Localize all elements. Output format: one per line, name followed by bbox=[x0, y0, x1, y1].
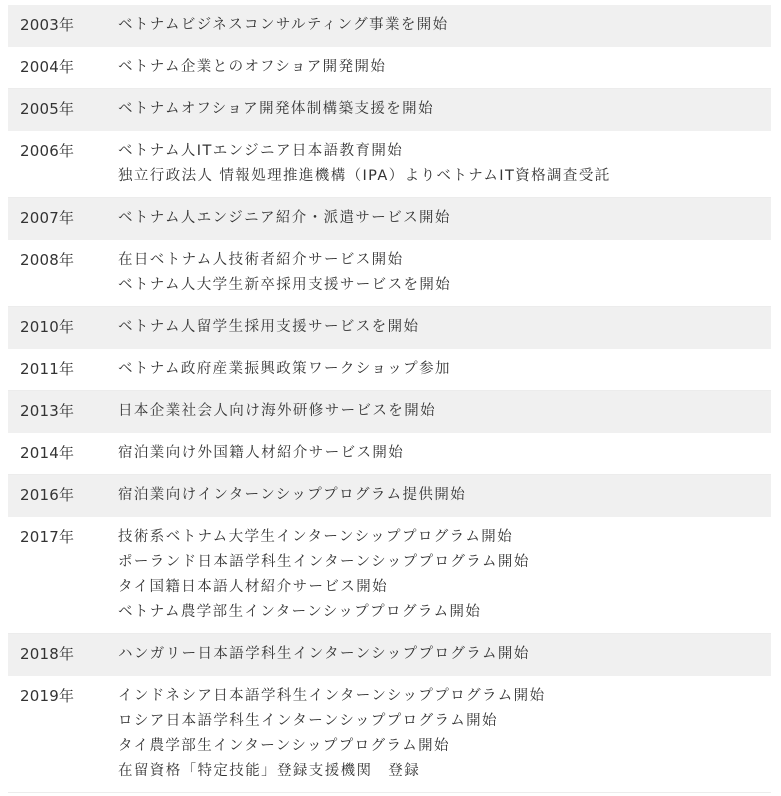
history-event: 在日ベトナム人技術者紹介サービス開始 bbox=[118, 252, 404, 268]
history-events bbox=[118, 642, 771, 667]
history-year: 2013年 bbox=[20, 402, 75, 420]
history-events bbox=[118, 248, 771, 298]
history-event: ベトナム人留学生採用支援サービスを開始 bbox=[118, 319, 420, 335]
history-year: 2010年 bbox=[20, 318, 75, 336]
history-events bbox=[118, 97, 771, 122]
history-year: 2007年 bbox=[20, 209, 75, 227]
history-event: 在留資格「特定技能」登録支援機関 登録 bbox=[118, 763, 421, 779]
history-row bbox=[8, 307, 771, 349]
history-event: ハンガリー日本語学科生インターンシッププログラム開始 bbox=[118, 646, 530, 662]
history-event: ベトナム企業とのオフショア開発開始 bbox=[118, 59, 387, 75]
history-row bbox=[8, 391, 771, 433]
history-events bbox=[118, 139, 771, 189]
history-event: 宿泊業向け外国籍人材紹介サービス開始 bbox=[118, 445, 405, 461]
history-event: ポーランド日本語学科生インターンシッププログラム開始 bbox=[118, 554, 530, 570]
company-history-table bbox=[8, 5, 771, 793]
history-event: ロシア日本語学科生インターンシッププログラム開始 bbox=[118, 713, 498, 729]
history-year: 2008年 bbox=[20, 251, 75, 269]
history-row bbox=[8, 349, 771, 391]
history-event: ベトナムビジネスコンサルティング事業を開始 bbox=[118, 17, 449, 33]
history-row bbox=[8, 198, 771, 240]
history-row bbox=[8, 676, 771, 793]
history-event: ベトナム人ITエンジニア日本語教育開始 bbox=[118, 143, 404, 159]
history-row bbox=[8, 89, 771, 131]
history-year: 2014年 bbox=[20, 444, 75, 462]
history-row bbox=[8, 475, 771, 517]
history-events bbox=[118, 684, 771, 784]
history-events bbox=[118, 483, 771, 508]
history-event: 技術系ベトナム大学生インターンシッププログラム開始 bbox=[118, 529, 514, 545]
history-events bbox=[118, 357, 771, 382]
history-event: 宿泊業向けインターンシッププログラム提供開始 bbox=[118, 487, 467, 503]
history-events bbox=[118, 399, 771, 424]
history-row bbox=[8, 517, 771, 634]
history-year: 2003年 bbox=[20, 16, 75, 34]
history-event: ベトナム政府産業振興政策ワークショップ参加 bbox=[118, 361, 451, 377]
history-events bbox=[118, 525, 771, 625]
history-event: タイ国籍日本語人材紹介サービス開始 bbox=[118, 579, 389, 595]
history-event: ベトナムオフショア開発体制構築支援を開始 bbox=[118, 101, 434, 117]
history-row bbox=[8, 634, 771, 676]
history-year: 2019年 bbox=[20, 687, 75, 705]
history-event: インドネシア日本語学科生インターンシッププログラム開始 bbox=[118, 688, 546, 704]
history-event: 独立行政法人 情報処理推進機構（IPA）よりベトナムIT資格調査受託 bbox=[118, 168, 611, 184]
history-event: ベトナム農学部生インターンシッププログラム開始 bbox=[118, 604, 482, 620]
history-year: 2018年 bbox=[20, 645, 75, 663]
history-row bbox=[8, 131, 771, 198]
history-events bbox=[118, 55, 771, 80]
history-row bbox=[8, 5, 771, 47]
history-year: 2006年 bbox=[20, 142, 75, 160]
history-events bbox=[118, 441, 771, 466]
history-event: ベトナム人エンジニア紹介・派遣サービス開始 bbox=[118, 210, 451, 226]
history-event: 日本企業社会人向け海外研修サービスを開始 bbox=[118, 403, 436, 419]
history-row bbox=[8, 47, 771, 89]
history-events bbox=[118, 13, 771, 38]
history-event: ベトナム人大学生新卒採用支援サービスを開始 bbox=[118, 277, 452, 293]
history-year: 2011年 bbox=[20, 360, 75, 378]
history-events bbox=[118, 206, 771, 231]
history-year: 2005年 bbox=[20, 100, 75, 118]
history-row bbox=[8, 433, 771, 475]
history-event: タイ農学部生インターンシッププログラム開始 bbox=[118, 738, 450, 754]
history-events bbox=[118, 315, 771, 340]
history-year: 2016年 bbox=[20, 486, 75, 504]
history-year: 2017年 bbox=[20, 528, 75, 546]
history-row bbox=[8, 240, 771, 307]
history-year: 2004年 bbox=[20, 58, 75, 76]
